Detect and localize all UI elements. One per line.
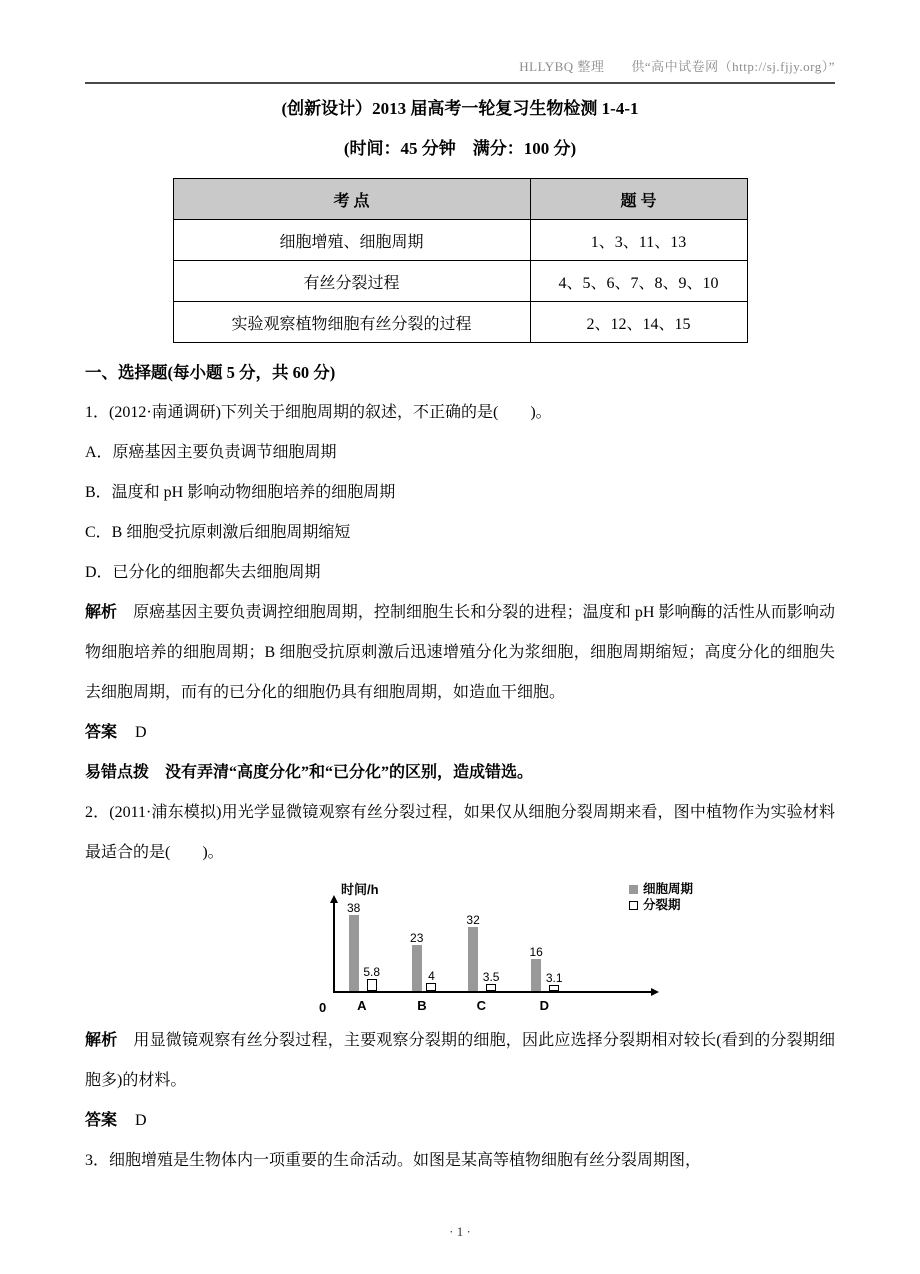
bar-value-label: 38 bbox=[347, 901, 361, 915]
bar-value-label: 3.5 bbox=[482, 970, 500, 984]
bar-分裂期-B bbox=[426, 983, 436, 991]
bar-wrap bbox=[529, 945, 542, 991]
table-cell-point: 实验观察植物细胞有丝分裂的过程 bbox=[173, 302, 530, 343]
question-1-option-a: A．原癌基因主要负责调节细胞周期 bbox=[85, 444, 337, 461]
table-row bbox=[173, 261, 747, 302]
tip-label: 易错点拨 bbox=[85, 764, 150, 781]
category-label-C: C bbox=[476, 998, 486, 1013]
category-label-A: A bbox=[357, 998, 367, 1013]
bar-value-label: 23 bbox=[410, 931, 424, 945]
question-1-analysis bbox=[85, 593, 835, 713]
bar-group-A bbox=[347, 901, 381, 1013]
bar-value-label: 16 bbox=[529, 945, 543, 959]
analysis-text: 原癌基因主要负责调控细胞周期，控制细胞生长和分裂的进程；温度和 pH 影响酶的活性从而影响动物细胞培养的细胞周期；B 细胞受抗原刺激后迅速增殖分化为浆细胞，细胞周期缩短；高度分化的细胞失去细胞周期，而有的已分化的细胞仍具有细胞周期，如造血干细胞。 bbox=[85, 604, 835, 701]
question-1-option-b: B．温度和 pH 影响动物细胞培养的细胞周期 bbox=[85, 484, 396, 501]
question-2-answer bbox=[85, 1101, 835, 1141]
table-header-tihao: 题 号 bbox=[530, 179, 747, 220]
analysis-text: 用显微镜观察有丝分裂过程，主要观察分裂期的细胞，因此应选择分裂期相对较长(看到的分裂期细胞多)的材料。 bbox=[85, 1032, 835, 1089]
exam-points-table bbox=[173, 178, 748, 343]
bar-wrap bbox=[363, 965, 380, 991]
category-label-D: D bbox=[539, 998, 550, 1013]
q2-bar-chart bbox=[317, 879, 697, 1017]
analysis-label: 解析 bbox=[85, 1032, 118, 1049]
legend-swatch-filled bbox=[629, 885, 638, 894]
bar-group-C bbox=[466, 913, 500, 1013]
bar-wrap bbox=[410, 931, 423, 991]
analysis-label: 解析 bbox=[85, 604, 118, 621]
x-axis-arrow-icon bbox=[651, 988, 659, 996]
bar-wrap bbox=[483, 970, 500, 991]
bar-细胞周期-D bbox=[531, 959, 541, 991]
legend-item-division-phase bbox=[629, 897, 693, 913]
bar-wrap bbox=[426, 969, 436, 991]
bar-分裂期-D bbox=[549, 985, 559, 991]
category-label-B: B bbox=[417, 998, 427, 1013]
bar-wrap bbox=[466, 913, 479, 991]
question-2-stem: 2．(2011·浦东模拟)用光学显微镜观察有丝分裂过程，如果仅从细胞分裂周期来看，图中植物作为实验材料最适合的是( )。 bbox=[85, 804, 835, 861]
header-watermark-text: HLLYBQ 整理 供“高中试卷网（http://sj.fjjy.org）” bbox=[519, 59, 835, 74]
answer-value: D bbox=[135, 724, 147, 741]
answer-label: 答案 bbox=[85, 1112, 118, 1129]
bar-value-label: 3.1 bbox=[545, 970, 563, 985]
question-1-option-c: C．B 细胞受抗原刺激后细胞周期缩短 bbox=[85, 524, 351, 541]
section-heading: 一、选择题(每小题 5 分，共 60 分) bbox=[85, 363, 336, 382]
document-title: (创新设计）2013 届高考一轮复习生物检测 1-4-1 bbox=[281, 99, 639, 118]
question-1-option-d: D．已分化的细胞都失去细胞周期 bbox=[85, 564, 321, 581]
x-axis bbox=[333, 991, 651, 993]
bar-value-label: 4 bbox=[428, 969, 435, 983]
legend-item-cell-cycle bbox=[629, 881, 693, 897]
page-number: · 1 · bbox=[449, 1224, 471, 1239]
page-header bbox=[85, 0, 835, 84]
document-subtitle: (时间：45 分钟 满分：100 分) bbox=[343, 139, 577, 158]
y-axis-arrow-icon bbox=[330, 895, 338, 903]
table-header-kaodian: 考 点 bbox=[173, 179, 530, 220]
chart-legend bbox=[629, 881, 693, 913]
answer-value: D bbox=[135, 1112, 147, 1129]
y-axis-label: 时间/h bbox=[341, 882, 379, 897]
bar-group-D bbox=[529, 945, 563, 1013]
plot-area bbox=[347, 901, 563, 1013]
origin-label: 0 bbox=[319, 1000, 327, 1015]
question-1-answer bbox=[85, 713, 835, 753]
bar-分裂期-A bbox=[367, 979, 377, 991]
y-axis bbox=[333, 903, 335, 993]
bar-value-label: 32 bbox=[466, 913, 480, 927]
table-row bbox=[173, 302, 747, 343]
table-cell-numbers: 4、5、6、7、8、9、10 bbox=[530, 261, 747, 302]
question-1-tip bbox=[85, 753, 835, 793]
legend-label: 细胞周期 bbox=[642, 882, 693, 896]
question-2-analysis bbox=[85, 1021, 835, 1101]
answer-label: 答案 bbox=[85, 724, 118, 741]
table-cell-point: 细胞增殖、细胞周期 bbox=[173, 220, 530, 261]
bar-细胞周期-B bbox=[412, 945, 422, 991]
legend-label: 分裂期 bbox=[642, 898, 681, 912]
table-row bbox=[173, 220, 747, 261]
bar-细胞周期-A bbox=[349, 915, 359, 991]
table-cell-numbers: 1、3、11、13 bbox=[530, 220, 747, 261]
table-cell-point: 有丝分裂过程 bbox=[173, 261, 530, 302]
table-cell-numbers: 2、12、14、15 bbox=[530, 302, 747, 343]
question-1-stem: 1．(2012·南通调研)下列关于细胞周期的叙述，不正确的是( )。 bbox=[85, 404, 552, 421]
bar-分裂期-C bbox=[486, 984, 496, 991]
question-3-stem: 3．细胞增殖是生物体内一项重要的生命活动。如图是某高等植物细胞有丝分裂周期图， bbox=[85, 1152, 702, 1169]
bar-wrap bbox=[546, 971, 563, 991]
bar-value-label: 5.8 bbox=[363, 965, 381, 980]
bar-wrap bbox=[347, 901, 360, 991]
bar-group-B bbox=[410, 931, 436, 1013]
bar-细胞周期-C bbox=[468, 927, 478, 991]
tip-text: 没有弄清“高度分化”和“已分化”的区别，造成错选。 bbox=[165, 764, 534, 781]
table-header-row bbox=[173, 179, 747, 220]
legend-swatch-open bbox=[629, 901, 638, 910]
